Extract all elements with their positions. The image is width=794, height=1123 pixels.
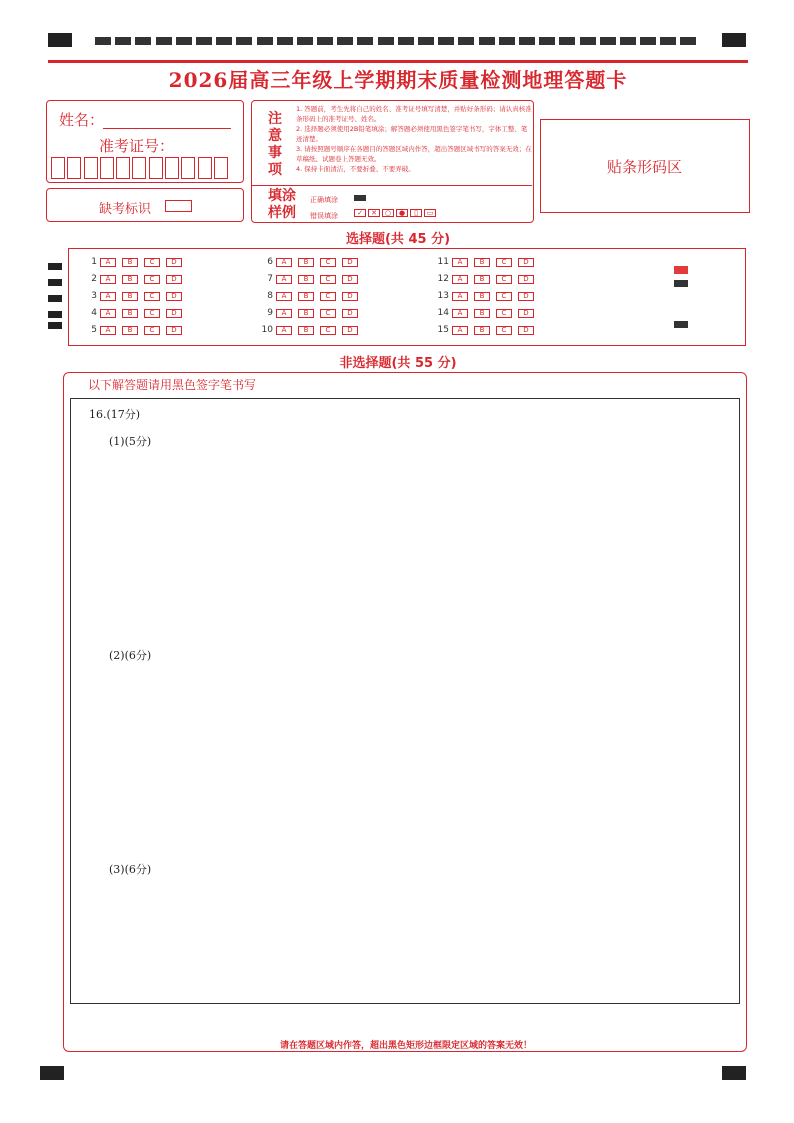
mc-option-a[interactable]: A <box>452 309 468 318</box>
timing-mark <box>95 37 111 45</box>
mc-option-d[interactable]: D <box>166 292 182 301</box>
barcode-area <box>540 119 750 213</box>
timing-mark <box>479 37 495 45</box>
page-title: 2026届高三年级上学期期末质量检测地理答题卡 <box>168 68 628 92</box>
mc-question-number: 9 <box>267 308 273 318</box>
mc-option-a[interactable]: A <box>100 309 116 318</box>
question-part-1: (1)(5分) <box>109 435 152 448</box>
mc-option-d[interactable]: D <box>518 292 534 301</box>
mc-option-b[interactable]: B <box>122 326 138 335</box>
mc-option-a[interactable]: A <box>452 275 468 284</box>
mc-option-d[interactable]: D <box>342 258 358 267</box>
mc-option-a[interactable]: A <box>452 292 468 301</box>
mc-option-b[interactable]: B <box>298 292 314 301</box>
note-item: 3. 请按照题号顺序在各题目的答题区域内作答，超出答题区域书写的答案无效；在草稿纸、试题卷上答题无效。 <box>296 145 532 163</box>
mc-option-c[interactable]: C <box>144 275 160 284</box>
mc-question-12 <box>435 274 540 284</box>
title-rule <box>48 60 748 63</box>
mc-question-11 <box>435 257 540 267</box>
mc-option-b[interactable]: B <box>298 275 314 284</box>
mc-question-number: 15 <box>437 325 449 335</box>
mc-question-number: 7 <box>267 274 273 284</box>
notes-list <box>296 104 532 174</box>
mc-option-b[interactable]: B <box>474 258 490 267</box>
note-item: 4. 保持卡面清洁，不要折叠、不要弄破。 <box>296 165 415 173</box>
mc-option-b[interactable]: B <box>298 309 314 318</box>
wrong-sample: ○ <box>382 209 394 217</box>
identity-box <box>46 100 244 183</box>
mc-option-b[interactable]: B <box>122 292 138 301</box>
mc-option-c[interactable]: C <box>496 258 512 267</box>
registration-mark-top-right <box>722 33 746 47</box>
mc-question-number: 6 <box>267 257 273 267</box>
corner-red-mark <box>674 266 688 274</box>
mc-question-5 <box>83 325 188 335</box>
mc-question-number: 10 <box>261 325 273 335</box>
timing-mark <box>115 37 131 45</box>
question-16-label: 16.(17分) <box>89 408 141 421</box>
mc-question-number: 8 <box>267 291 273 301</box>
side-mark <box>48 263 62 270</box>
timing-mark <box>499 37 515 45</box>
mc-option-d[interactable]: D <box>166 258 182 267</box>
mc-option-d[interactable]: D <box>342 275 358 284</box>
mc-option-d[interactable]: D <box>518 275 534 284</box>
exam-number-digit-box[interactable] <box>181 157 195 179</box>
exam-number-digit-box[interactable] <box>214 157 228 179</box>
mc-option-d[interactable]: D <box>342 326 358 335</box>
mc-question-9 <box>259 308 364 318</box>
answer-writing-area[interactable] <box>70 398 740 1004</box>
absent-mark-box <box>46 188 244 222</box>
fill-example-title: 填涂样例 <box>268 188 296 221</box>
mc-option-d[interactable]: D <box>518 258 534 267</box>
timing-mark <box>418 37 434 45</box>
mc-option-b[interactable]: B <box>474 326 490 335</box>
mc-option-b[interactable]: B <box>122 309 138 318</box>
timing-mark <box>337 37 353 45</box>
mc-option-c[interactable]: C <box>320 275 336 284</box>
notes-title: 注意事项 <box>268 111 282 178</box>
wrong-sample: ✕ <box>368 209 380 217</box>
mc-option-d[interactable]: D <box>342 309 358 318</box>
registration-mark-top-left <box>48 33 72 47</box>
fill-wrong-label: 错误填涂 <box>310 212 338 220</box>
fill-correct-label: 正确填涂 <box>310 196 338 204</box>
mc-option-a[interactable]: A <box>100 258 116 267</box>
mc-question-7 <box>259 274 364 284</box>
timing-mark <box>580 37 596 45</box>
timing-mark-strip <box>95 37 710 45</box>
mc-option-a[interactable]: A <box>100 326 116 335</box>
mc-option-b[interactable]: B <box>122 258 138 267</box>
mc-option-b[interactable]: B <box>474 292 490 301</box>
mc-question-15 <box>435 325 540 335</box>
mc-section-title: 选择题(共 45 分) <box>345 232 451 247</box>
timing-mark <box>458 37 474 45</box>
exam-number-digit-box[interactable] <box>100 157 114 179</box>
mc-question-number: 3 <box>91 291 97 301</box>
mc-option-b[interactable]: B <box>298 326 314 335</box>
timing-mark <box>559 37 575 45</box>
mc-question-number: 14 <box>437 308 449 318</box>
mc-option-d[interactable]: D <box>518 309 534 318</box>
timing-mark <box>176 37 192 45</box>
barcode-label: 贴条形码区 <box>606 158 682 176</box>
mc-option-c[interactable]: C <box>320 292 336 301</box>
timing-mark <box>539 37 555 45</box>
answer-instruction: 以下解答题请用黑色签字笔书写 <box>88 378 257 392</box>
mc-answer-box <box>68 248 746 346</box>
mc-option-a[interactable]: A <box>452 326 468 335</box>
timing-mark <box>519 37 535 45</box>
timing-mark <box>438 37 454 45</box>
mc-question-number: 13 <box>437 291 449 301</box>
timing-mark <box>317 37 333 45</box>
mc-option-a[interactable]: A <box>100 275 116 284</box>
fill-wrong-samples <box>354 209 438 217</box>
notes-divider <box>252 185 532 186</box>
mc-question-4 <box>83 308 188 318</box>
registration-mark-bottom-left <box>40 1066 64 1080</box>
mc-option-c[interactable]: C <box>320 258 336 267</box>
wrong-sample: ▯ <box>410 209 422 217</box>
timing-mark <box>357 37 373 45</box>
notes-box <box>251 100 534 223</box>
timing-mark <box>600 37 616 45</box>
mc-option-c[interactable]: C <box>144 309 160 318</box>
timing-mark <box>640 37 656 45</box>
mc-option-a[interactable]: A <box>276 258 292 267</box>
fill-correct-sample <box>354 195 366 201</box>
footer-warning: 请在答题区域内作答，超出黑色矩形边框限定区域的答案无效！ <box>279 1041 532 1051</box>
registration-mark-bottom-right <box>722 1066 746 1080</box>
side-mark <box>48 311 62 318</box>
note-item: 2. 选择题必须使用2B铅笔填涂；解答题必须使用黑色签字笔书写，字体工整、笔迹清楚。 <box>296 125 528 143</box>
answer-region <box>63 372 747 1052</box>
mc-option-d[interactable]: D <box>166 326 182 335</box>
exam-number-digit-box[interactable] <box>51 157 65 179</box>
timing-mark <box>135 37 151 45</box>
corner-black-mark <box>674 280 688 287</box>
question-part-2: (2)(6分) <box>109 649 152 662</box>
timing-mark <box>257 37 273 45</box>
mc-option-c[interactable]: C <box>144 326 160 335</box>
timing-mark <box>156 37 172 45</box>
mc-option-b[interactable]: B <box>474 275 490 284</box>
mc-option-c[interactable]: C <box>320 326 336 335</box>
mc-question-number: 1 <box>91 257 97 267</box>
exam-number-digit-box[interactable] <box>198 157 212 179</box>
mc-option-a[interactable]: A <box>100 292 116 301</box>
mc-question-number: 2 <box>91 274 97 284</box>
mc-question-number: 4 <box>91 308 97 318</box>
timing-mark <box>660 37 676 45</box>
wrong-sample: ● <box>396 209 408 217</box>
mc-option-d[interactable]: D <box>166 275 182 284</box>
mc-option-d[interactable]: D <box>518 326 534 335</box>
mc-question-number: 11 <box>437 257 449 267</box>
mc-question-3 <box>83 291 188 301</box>
wrong-sample: ▭ <box>424 209 436 217</box>
timing-mark <box>196 37 212 45</box>
nmc-section-title: 非选择题(共 55 分) <box>339 356 457 371</box>
mc-option-c[interactable]: C <box>320 309 336 318</box>
timing-mark <box>398 37 414 45</box>
side-mark <box>48 322 62 329</box>
mc-question-10 <box>259 325 364 335</box>
mc-question-13 <box>435 291 540 301</box>
mc-option-c[interactable]: C <box>496 309 512 318</box>
mc-question-number: 12 <box>437 274 449 284</box>
note-item: 1. 答题前，考生先将自己的姓名、准考证号填写清楚，并贴好条形码；请认真核准条形码上的准考证号、姓名。 <box>296 105 532 123</box>
name-label: 姓名： <box>59 111 105 129</box>
timing-mark <box>620 37 636 45</box>
side-mark <box>48 279 62 286</box>
mc-question-8 <box>259 291 364 301</box>
mc-option-c[interactable]: C <box>144 258 160 267</box>
mc-option-c[interactable]: C <box>496 275 512 284</box>
exam-number-digit-box[interactable] <box>84 157 98 179</box>
timing-mark <box>680 37 696 45</box>
absent-fill-cell[interactable] <box>165 200 192 212</box>
mc-option-c[interactable]: C <box>496 326 512 335</box>
mc-option-a[interactable]: A <box>276 309 292 318</box>
mc-question-1 <box>83 257 188 267</box>
mc-option-c[interactable]: C <box>144 292 160 301</box>
mc-question-14 <box>435 308 540 318</box>
mc-question-2 <box>83 274 188 284</box>
timing-mark <box>216 37 232 45</box>
side-mark <box>48 295 62 302</box>
mc-option-b[interactable]: B <box>474 309 490 318</box>
mc-option-b[interactable]: B <box>122 275 138 284</box>
mc-option-a[interactable]: A <box>276 326 292 335</box>
timing-mark <box>297 37 313 45</box>
mc-option-c[interactable]: C <box>496 292 512 301</box>
exam-number-digit-box[interactable] <box>132 157 146 179</box>
exam-number-digit-box[interactable] <box>165 157 179 179</box>
corner-black-mark <box>674 321 688 328</box>
mc-option-a[interactable]: A <box>276 275 292 284</box>
mc-option-b[interactable]: B <box>298 258 314 267</box>
mc-question-number: 5 <box>91 325 97 335</box>
exam-number-digit-box[interactable] <box>67 157 81 179</box>
question-part-3: (3)(6分) <box>109 863 152 876</box>
name-field[interactable] <box>103 128 231 129</box>
mc-option-d[interactable]: D <box>342 292 358 301</box>
exam-number-digit-box[interactable] <box>116 157 130 179</box>
exam-number-label: 准考证号： <box>99 137 175 155</box>
exam-number-digit-box[interactable] <box>149 157 163 179</box>
mc-question-6 <box>259 257 364 267</box>
timing-mark <box>378 37 394 45</box>
timing-mark <box>277 37 293 45</box>
wrong-sample: ✓ <box>354 209 366 217</box>
exam-number-boxes[interactable] <box>51 157 230 179</box>
timing-mark <box>236 37 252 45</box>
mc-option-a[interactable]: A <box>452 258 468 267</box>
mc-option-d[interactable]: D <box>166 309 182 318</box>
mc-option-a[interactable]: A <box>276 292 292 301</box>
absent-label: 缺考标识 <box>99 202 152 217</box>
